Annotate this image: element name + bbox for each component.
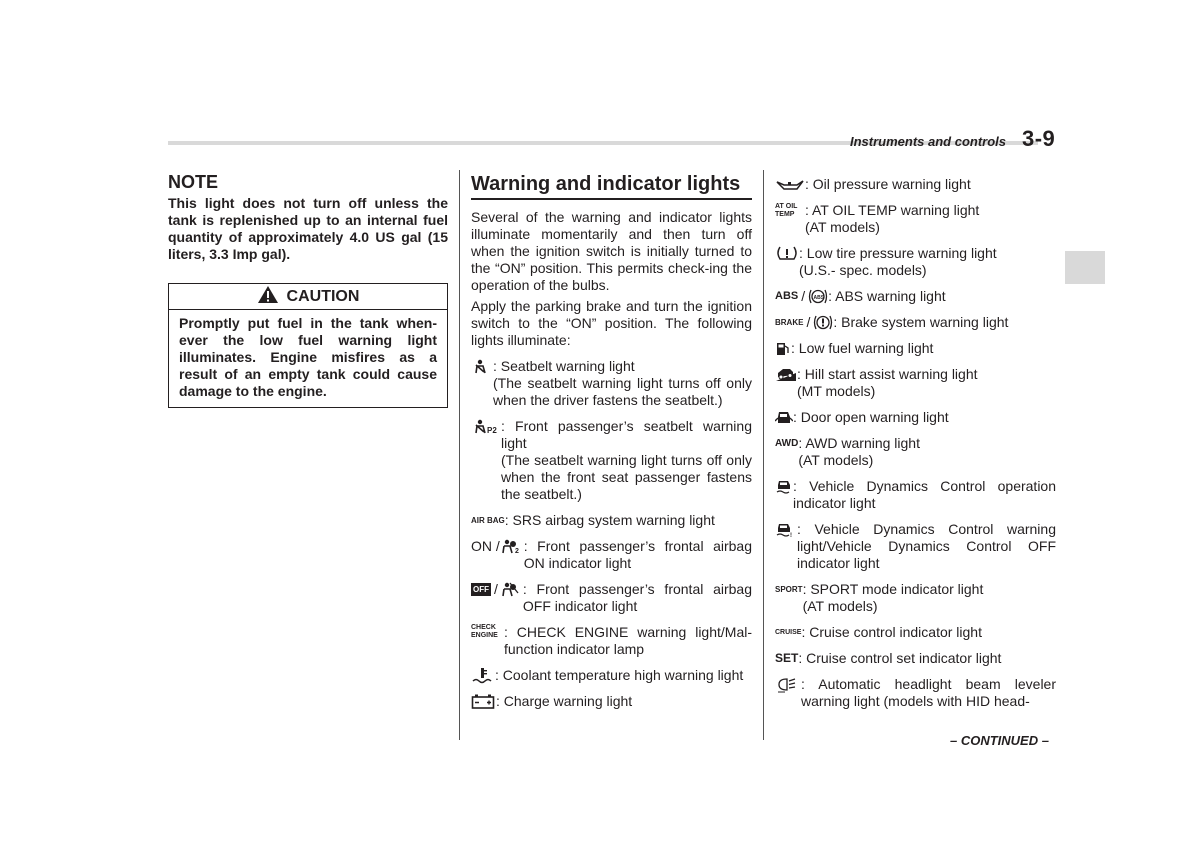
left-column — [168, 172, 448, 408]
list-item-headlight-leveler — [775, 676, 1056, 710]
item-label: : Oil pressure warning light — [805, 176, 971, 192]
item-label: : Brake system warning light — [833, 314, 1009, 330]
check-engine-text-1: CHECK — [471, 624, 496, 631]
list-item-at-oil-temp — [775, 202, 1056, 236]
check-engine-text-2: ENGINE — [471, 632, 498, 639]
list-item-tire-pressure — [775, 245, 1056, 279]
item-label: : SRS airbag system warning light — [504, 511, 715, 528]
caution-title: CAUTION — [286, 287, 360, 305]
svg-text:P2: P2 — [487, 425, 497, 435]
list-item-coolant — [471, 667, 752, 684]
coolant-temperature-icon — [471, 667, 495, 684]
svg-text:ABS: ABS — [813, 295, 825, 301]
airbag-off-icon — [471, 581, 523, 598]
item-note: (AT models) — [802, 598, 878, 614]
brake-text: BRAKE — [775, 318, 804, 327]
list-item-door-open — [775, 409, 1056, 426]
item-label: : Low tire pressure warning light — [799, 245, 997, 261]
at-oil-temp-text-2: TEMP — [775, 210, 795, 218]
item-label: : Front passenger’s frontal airbag OFF indicator light — [522, 580, 752, 614]
cruise-set-icon — [775, 650, 798, 667]
item-note: (AT models) — [805, 219, 880, 235]
list-item-brake — [775, 314, 1056, 331]
at-oil-temp-text-1: AT OIL — [775, 202, 798, 210]
thumb-index-tab — [1065, 251, 1105, 284]
sport-mode-icon — [775, 581, 803, 598]
item-note: (The seatbelt warning light turns off only when the driver fastens the seatbelt.) — [493, 374, 752, 408]
fuel-pump-icon — [775, 340, 791, 357]
brake-icon — [775, 314, 833, 331]
caution-text: Promptly put fuel in the tank when-ever the low fuel warning light illuminates. Engine misfires as a result of an empty tank could cause damage to the engine. — [179, 315, 437, 399]
list-item-airbag-on — [471, 538, 752, 572]
tire-pressure-icon — [775, 245, 799, 262]
svg-text:!: ! — [790, 533, 792, 538]
list-item-oil-pressure — [775, 176, 1056, 193]
list-item-vdc-warning — [775, 521, 1056, 572]
check-engine-icon — [471, 624, 504, 641]
continued-footer: – CONTINUED – — [950, 733, 1049, 748]
slash-separator: / — [806, 314, 811, 330]
list-item-low-fuel — [775, 340, 1056, 357]
item-label: : ABS warning light — [828, 288, 946, 304]
oil-can-icon — [775, 176, 805, 193]
item-label: : Coolant temperature high warning light — [495, 666, 744, 683]
item-label: : Charge warning light — [496, 692, 633, 709]
list-item-seatbelt — [471, 358, 752, 409]
item-note: (The seatbelt warning light turns off only when the front seat passenger fastens the seatbelt.) — [501, 451, 752, 502]
slash-separator: / — [494, 580, 498, 597]
sport-text: SPORT — [775, 585, 803, 594]
section-title: Instruments and controls — [850, 134, 1007, 149]
passenger-seatbelt-icon — [471, 418, 501, 435]
item-label: : SPORT mode indicator light — [802, 581, 984, 597]
caution-header — [169, 284, 447, 310]
item-label: : Front passenger’s seatbelt warning light — [501, 417, 752, 451]
headlight-leveler-icon — [775, 676, 801, 693]
caution-box — [168, 283, 448, 408]
heading-rule — [471, 198, 752, 200]
list-item-hill-start — [775, 366, 1056, 400]
note-title: NOTE — [168, 172, 219, 192]
item-note: (AT models) — [798, 452, 874, 468]
list-item-airbag-off — [471, 581, 752, 615]
item-label: : Hill start assist warning light — [797, 366, 978, 382]
page-number: 3-9 — [1022, 126, 1056, 151]
at-oil-temp-icon — [775, 202, 805, 219]
door-open-icon — [775, 409, 793, 426]
list-item-cruise — [775, 624, 1056, 641]
airbag-icon — [471, 512, 505, 529]
list-item-abs — [775, 288, 1056, 305]
abs-text: ABS — [775, 290, 799, 302]
list-item-vdc-operation — [775, 478, 1056, 512]
slash-separator: / — [801, 288, 806, 304]
awd-icon — [775, 435, 798, 452]
list-item-sport — [775, 581, 1056, 615]
airbag-icon-text: AIR BAG — [471, 515, 505, 525]
item-label: : Door open warning light — [793, 409, 949, 425]
item-label: : Low fuel warning light — [791, 340, 934, 356]
item-label: : Vehicle Dynamics Control warning light/Vehicle Dynamics Control OFF indicator light — [797, 521, 1056, 571]
list-item-check-engine — [471, 624, 752, 658]
vdc-warning-icon — [775, 521, 797, 538]
item-label: : AT OIL TEMP warning light — [805, 202, 980, 218]
list-item-awd — [775, 435, 1056, 469]
section-heading: Warning and indicator lights — [471, 173, 741, 195]
column-divider-2 — [763, 170, 764, 740]
note-text: This light does not turn off unless the tank is replenished up to an internal fuel quantity of approximately 4.0 US gal (15 liters, 3.3 Imp gal). — [168, 195, 448, 262]
off-badge: OFF — [473, 584, 489, 594]
seatbelt-icon — [471, 358, 493, 375]
item-label: : Front passenger’s frontal airbag ON indicator light — [523, 537, 752, 571]
right-column — [775, 176, 1056, 719]
abs-icon — [775, 288, 828, 305]
svg-text:2: 2 — [514, 547, 519, 555]
intro-paragraph-2: Apply the parking brake and turn the ignition switch to the “ON” position. The following lights illuminate: — [471, 297, 752, 348]
list-item-passenger-seatbelt — [471, 418, 752, 503]
item-label: : CHECK ENGINE warning light/Mal-function indicator lamp — [504, 623, 752, 657]
warning-triangle-icon — [257, 285, 279, 309]
awd-text: AWD — [775, 438, 799, 449]
cruise-icon — [775, 624, 801, 641]
item-label: : Cruise control set indicator light — [798, 650, 1002, 666]
airbag-on-prefix — [471, 538, 500, 555]
list-item-airbag — [471, 512, 752, 529]
column-divider-1 — [459, 170, 460, 740]
item-label: : AWD warning light — [798, 435, 920, 451]
airbag-on-icon — [500, 538, 524, 555]
middle-column — [471, 173, 752, 719]
list-item-charge — [471, 693, 752, 710]
item-label: : Seatbelt warning light — [493, 357, 635, 374]
cruise-text: CRUISE — [775, 629, 802, 636]
set-text: SET — [775, 651, 799, 665]
item-note: (U.S.- spec. models) — [799, 262, 927, 278]
battery-icon — [471, 693, 496, 710]
airbag-on-label: ON / — [471, 537, 500, 554]
item-label: : Automatic headlight beam leveler warning light (models with HID head- — [801, 676, 1056, 709]
item-label: : Vehicle Dynamics Control operation indicator light — [793, 478, 1056, 511]
item-label: : Cruise control indicator light — [801, 624, 982, 640]
intro-paragraph-1: Several of the warning and indicator lights illuminate momentarily and then turn off when the ignition switch is initially turned to the “ON” position. This permits check-ing the operation of the bulbs. — [471, 208, 752, 293]
hill-start-icon — [775, 366, 797, 383]
vdc-operation-icon — [775, 478, 793, 495]
list-item-cruise-set — [775, 650, 1056, 667]
item-note: (MT models) — [797, 383, 876, 399]
